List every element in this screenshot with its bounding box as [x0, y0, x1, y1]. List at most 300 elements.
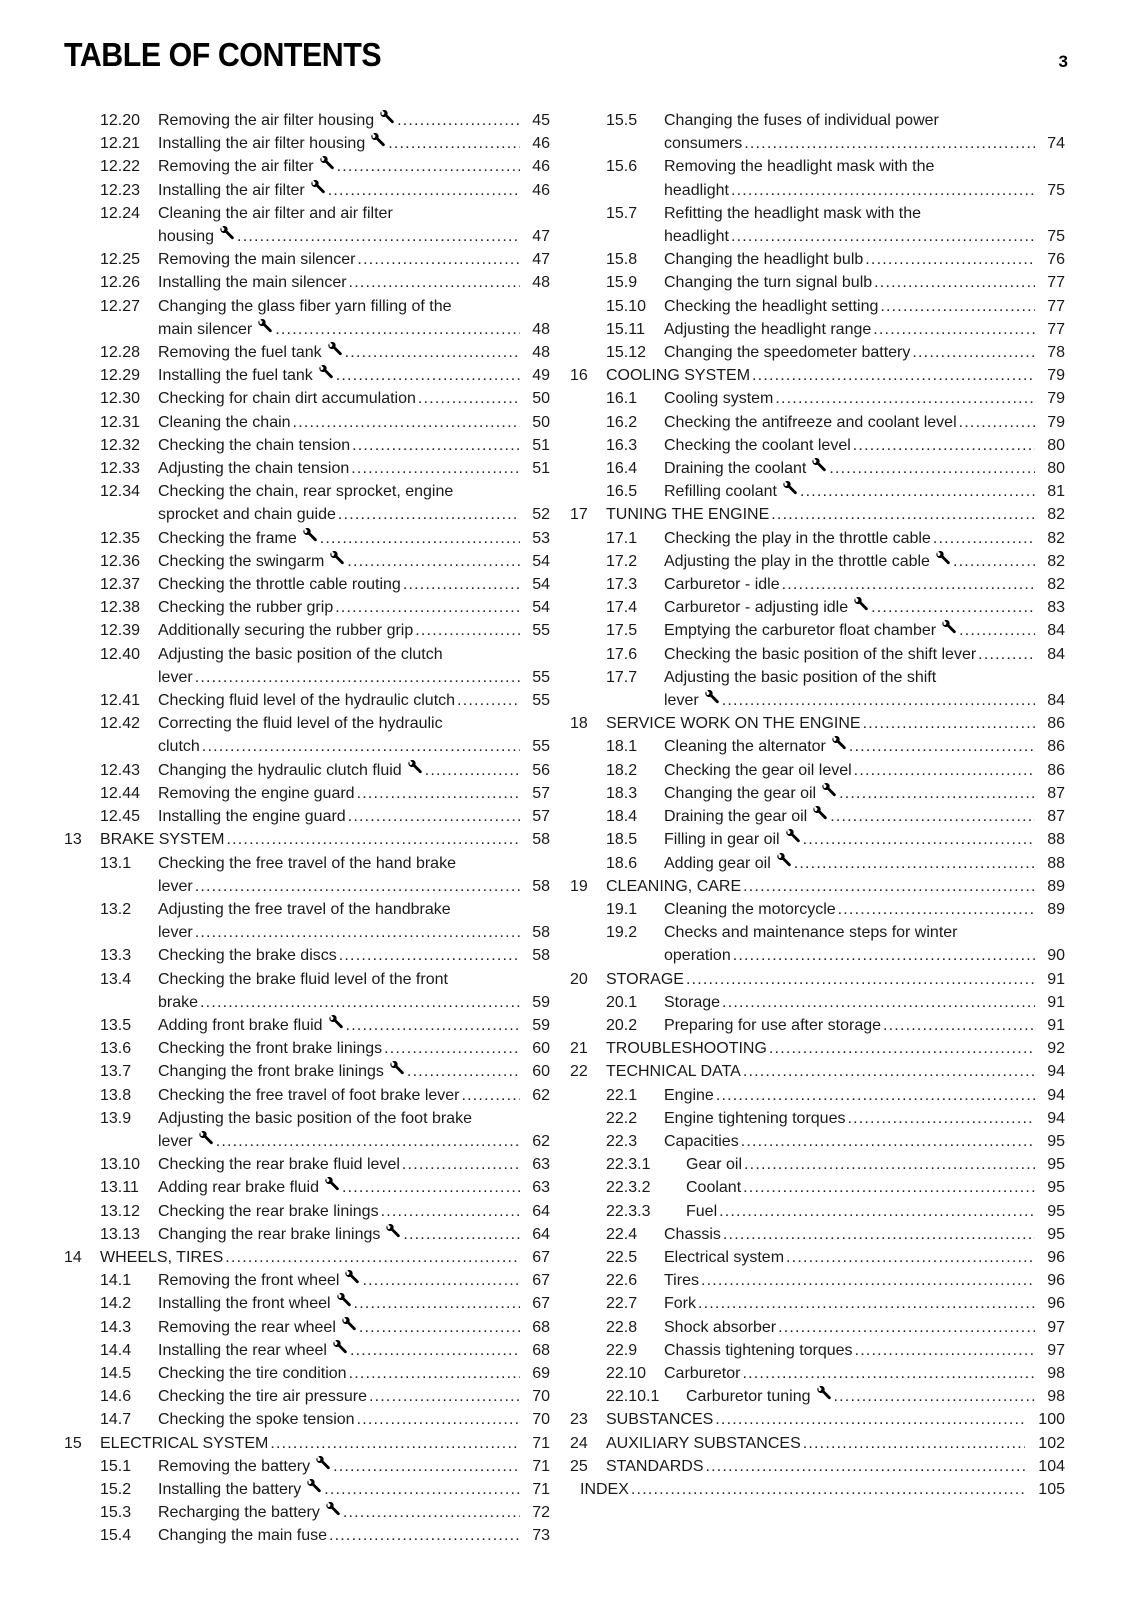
toc-entry[interactable]	[580, 1176, 1065, 1199]
page-ref[interactable]: 51	[532, 460, 550, 478]
toc-entry[interactable]	[580, 759, 1065, 782]
page-ref[interactable]: 71	[532, 1434, 550, 1452]
dot-leader	[743, 1176, 1035, 1199]
dot-leader	[863, 712, 1035, 735]
dot-leader	[743, 875, 1035, 898]
toc-entry[interactable]	[64, 1455, 550, 1478]
toc-entry[interactable]	[64, 341, 550, 364]
toc-entry[interactable]	[64, 619, 550, 642]
toc-entry[interactable]	[64, 527, 550, 550]
section-title: clutch	[158, 738, 200, 756]
dot-leader	[403, 1223, 520, 1246]
toc-entry[interactable]	[580, 991, 1065, 1014]
wrench-icon	[198, 1131, 214, 1146]
page-ref[interactable]: 70	[532, 1411, 550, 1429]
page-ref[interactable]: 67	[532, 1272, 550, 1290]
page-ref[interactable]: 68	[532, 1341, 550, 1359]
dot-leader	[351, 457, 520, 480]
page-ref[interactable]: 58	[532, 924, 550, 942]
page-ref[interactable]: 96	[1047, 1295, 1065, 1313]
section-title: Fork	[664, 1295, 696, 1313]
section-number: 16.1	[606, 390, 638, 408]
page-ref[interactable]: 96	[1047, 1248, 1065, 1266]
page-ref[interactable]: 54	[532, 576, 550, 594]
dot-leader	[839, 782, 1035, 805]
page-ref[interactable]: 59	[532, 993, 550, 1011]
page-ref[interactable]: 77	[1047, 297, 1065, 315]
page-ref[interactable]: 59	[532, 1016, 550, 1034]
section-number: 14.7	[100, 1411, 132, 1429]
toc-chapter-entry[interactable]	[570, 503, 1065, 526]
toc-entry[interactable]	[580, 1084, 1065, 1107]
section-title: Adding gear oil	[664, 854, 771, 872]
toc-entry[interactable]	[64, 1408, 550, 1431]
page-ref[interactable]: 52	[532, 506, 550, 524]
page-ref[interactable]: 67	[532, 1248, 550, 1266]
page-ref[interactable]: 100	[1038, 1411, 1065, 1429]
toc-chapter-entry[interactable]	[64, 828, 550, 851]
toc-entry[interactable]	[64, 1362, 550, 1385]
toc-entry[interactable]	[580, 550, 1065, 573]
page-ref[interactable]: 53	[532, 529, 550, 547]
wrench-icon	[385, 1224, 401, 1239]
toc-entry[interactable]	[580, 1339, 1065, 1362]
toc-entry[interactable]	[64, 1339, 550, 1362]
toc-entry[interactable]	[580, 411, 1065, 434]
dot-leader	[871, 596, 1035, 619]
section-title: Checking the rubber grip	[158, 599, 334, 617]
section-number: 22.2	[606, 1109, 638, 1127]
toc-entry[interactable]	[64, 1037, 550, 1060]
page-ref[interactable]: 82	[1047, 506, 1065, 524]
section-title: Removing the engine guard	[158, 784, 355, 802]
page-ref[interactable]: 55	[532, 668, 550, 686]
page-ref[interactable]: 95	[1047, 1156, 1065, 1174]
page-ref[interactable]: 79	[1047, 390, 1065, 408]
page-ref[interactable]: 76	[1047, 251, 1065, 269]
section-title: Removing the fuel tank	[158, 344, 322, 362]
page-ref[interactable]: 87	[1047, 784, 1065, 802]
dot-leader	[953, 550, 1035, 573]
section-number: 22.10	[606, 1364, 647, 1382]
page-ref[interactable]: 60	[532, 1063, 550, 1081]
toc-entry[interactable]	[64, 643, 550, 689]
toc-entry[interactable]	[580, 666, 1065, 712]
page-ref[interactable]: 55	[532, 692, 550, 710]
toc-entry[interactable]	[580, 735, 1065, 758]
page-ref[interactable]: 84	[1047, 622, 1065, 640]
toc-chapter-entry[interactable]	[570, 1408, 1065, 1431]
page-ref[interactable]: 97	[1047, 1341, 1065, 1359]
section-number: 15.11	[606, 320, 645, 338]
toc-entry[interactable]	[580, 1269, 1065, 1292]
section-title: Checking the frame	[158, 529, 297, 547]
page-ref[interactable]: 50	[532, 390, 550, 408]
section-number: 17.2	[606, 552, 638, 570]
page-ref[interactable]: 84	[1047, 645, 1065, 663]
page-ref[interactable]: 58	[532, 831, 550, 849]
toc-entry[interactable]	[580, 1292, 1065, 1315]
dot-leader	[775, 387, 1035, 410]
dot-leader	[769, 1037, 1035, 1060]
section-number: 18	[570, 715, 588, 733]
page-ref[interactable]: 94	[1047, 1063, 1065, 1081]
toc-entry[interactable]	[580, 1200, 1065, 1223]
page-ref[interactable]: 69	[532, 1364, 550, 1382]
page-ref[interactable]: 77	[1047, 274, 1065, 292]
toc-entry[interactable]	[64, 202, 550, 248]
toc-entry[interactable]	[580, 921, 1065, 967]
toc-entry[interactable]	[580, 248, 1065, 271]
toc-entry[interactable]	[64, 434, 550, 457]
page-ref[interactable]: 49	[532, 367, 550, 385]
toc-entry[interactable]	[580, 898, 1065, 921]
page-ref[interactable]: 75	[1047, 181, 1065, 199]
section-title: Checking the chain tension	[158, 436, 351, 454]
page-ref[interactable]: 56	[532, 761, 550, 779]
page-ref[interactable]: 90	[1047, 947, 1065, 965]
page-ref[interactable]: 79	[1047, 413, 1065, 431]
toc-entry[interactable]	[64, 968, 550, 1014]
toc-entry[interactable]	[580, 341, 1065, 364]
page-ref[interactable]: 60	[532, 1040, 550, 1058]
toc-entry[interactable]	[580, 155, 1065, 201]
page-ref[interactable]: 75	[1047, 228, 1065, 246]
toc-entry[interactable]	[64, 1084, 550, 1107]
page-ref[interactable]: 45	[532, 112, 550, 129]
section-title: Adjusting the basic position of the clutch	[158, 645, 443, 663]
toc-entry[interactable]	[580, 457, 1065, 480]
page-ref[interactable]: 104	[1038, 1457, 1065, 1475]
section-title: Adjusting the headlight range	[664, 320, 872, 338]
dot-leader	[270, 1432, 520, 1455]
toc-chapter-entry[interactable]	[570, 712, 1065, 735]
toc-entry[interactable]	[64, 480, 550, 526]
page-ref[interactable]: 89	[1047, 877, 1065, 895]
toc-entry[interactable]	[580, 1153, 1065, 1176]
page-ref[interactable]: 102	[1038, 1434, 1065, 1452]
page-ref[interactable]: 58	[532, 877, 550, 895]
toc-entry[interactable]	[64, 271, 550, 294]
page-ref[interactable]: 96	[1047, 1272, 1065, 1290]
section-title: Installing the main silencer	[158, 274, 347, 292]
page-ref[interactable]: 71	[532, 1457, 550, 1475]
section-number: 12.24	[100, 204, 141, 222]
dot-leader	[342, 1176, 520, 1199]
section-title: Adjusting the free travel of the handbrake	[158, 900, 451, 918]
page-ref[interactable]: 98	[1047, 1364, 1065, 1382]
page-ref[interactable]: 78	[1047, 344, 1065, 362]
page-ref[interactable]: 71	[532, 1480, 550, 1498]
toc-entry[interactable]	[580, 782, 1065, 805]
toc-entry[interactable]	[580, 1014, 1065, 1037]
toc-entry[interactable]	[64, 759, 550, 782]
page-ref[interactable]: 64	[532, 1225, 550, 1243]
toc-entry[interactable]	[64, 1269, 550, 1292]
page-ref[interactable]: 77	[1047, 320, 1065, 338]
dot-leader	[388, 132, 520, 155]
page-ref[interactable]: 73	[532, 1527, 550, 1545]
toc-entry[interactable]	[580, 295, 1065, 318]
page-ref[interactable]: 95	[1047, 1225, 1065, 1243]
section-title: Adjusting the chain tension	[158, 460, 350, 478]
toc-entry[interactable]	[64, 109, 550, 132]
toc-chapter-entry[interactable]	[570, 1060, 1065, 1083]
section-title: Checking the free travel of foot brake lever	[158, 1086, 460, 1104]
toc-entry[interactable]	[64, 1385, 550, 1408]
page-ref[interactable]: 88	[1047, 831, 1065, 849]
section-number: 19.2	[606, 924, 638, 942]
toc-chapter-entry[interactable]	[570, 875, 1065, 898]
toc-entry[interactable]	[64, 1524, 550, 1547]
dot-leader	[350, 1339, 520, 1362]
page-ref[interactable]: 55	[532, 622, 550, 640]
page-ref[interactable]: 82	[1047, 529, 1065, 547]
page-ref[interactable]: 87	[1047, 808, 1065, 826]
section-number: 13.11	[100, 1179, 139, 1197]
toc-chapter-entry[interactable]	[570, 364, 1065, 387]
toc-entry[interactable]	[580, 527, 1065, 550]
section-title: Checking fluid level of the hydraulic clutch	[158, 692, 456, 710]
section-title: Changing the front brake linings	[158, 1063, 384, 1081]
page-ref[interactable]: 80	[1047, 436, 1065, 454]
dot-leader	[407, 1060, 520, 1083]
section-number: 14.4	[100, 1341, 132, 1359]
section-title: Filling in gear oil	[664, 831, 780, 849]
page-ref[interactable]: 94	[1047, 1086, 1065, 1104]
page-ref[interactable]: 86	[1047, 738, 1065, 756]
page-ref[interactable]: 81	[1047, 483, 1065, 501]
page-ref[interactable]: 57	[532, 784, 550, 802]
page-ref[interactable]: 80	[1047, 460, 1065, 478]
toc-entry[interactable]	[580, 619, 1065, 642]
dot-leader	[202, 735, 520, 758]
toc-entry[interactable]	[580, 387, 1065, 410]
toc-entry[interactable]	[580, 1107, 1065, 1130]
toc-entry[interactable]	[580, 202, 1065, 248]
page-ref[interactable]: 98	[1047, 1388, 1065, 1406]
toc-chapter-entry[interactable]	[570, 1432, 1065, 1455]
page-ref[interactable]: 50	[532, 413, 550, 431]
dot-leader	[359, 1316, 520, 1339]
wrench-icon	[935, 551, 951, 566]
page-ref[interactable]: 95	[1047, 1179, 1065, 1197]
toc-entry[interactable]	[580, 828, 1065, 851]
dot-leader	[830, 805, 1035, 828]
toc-entry[interactable]	[64, 805, 550, 828]
toc-entry[interactable]	[580, 1246, 1065, 1269]
page-ref[interactable]: 46	[532, 135, 550, 153]
page-ref[interactable]: 83	[1047, 599, 1065, 617]
toc-entry[interactable]	[64, 1176, 550, 1199]
page-ref[interactable]: 58	[532, 947, 550, 965]
toc-entry[interactable]	[64, 248, 550, 271]
page-ref[interactable]: 95	[1047, 1132, 1065, 1150]
page-ref[interactable]: 64	[532, 1202, 550, 1220]
toc-entry[interactable]	[64, 1316, 550, 1339]
toc-entry[interactable]	[64, 596, 550, 619]
page-ref[interactable]: 86	[1047, 715, 1065, 733]
section-number: 20	[570, 970, 588, 988]
toc-entry[interactable]	[64, 1107, 550, 1153]
wrench-icon	[407, 760, 423, 775]
dot-leader	[338, 503, 520, 526]
page-ref[interactable]: 63	[532, 1156, 550, 1174]
toc-entry[interactable]	[580, 643, 1065, 666]
wrench-icon	[306, 1479, 322, 1494]
toc-entry[interactable]	[64, 295, 550, 341]
page-ref[interactable]: 88	[1047, 854, 1065, 872]
toc-entry[interactable]	[64, 457, 550, 480]
dot-leader	[834, 1385, 1035, 1408]
page-ref[interactable]: 47	[532, 228, 550, 246]
page-ref[interactable]: 57	[532, 808, 550, 826]
page-ref[interactable]: 62	[532, 1086, 550, 1104]
page-ref[interactable]: 84	[1047, 692, 1065, 710]
page-ref[interactable]: 92	[1047, 1040, 1065, 1058]
section-title: consumers	[664, 135, 743, 153]
toc-entry[interactable]	[64, 1223, 550, 1246]
section-title: Checking for chain dirt accumulation	[158, 390, 416, 408]
page-ref[interactable]: 68	[532, 1318, 550, 1336]
page-ref[interactable]: 91	[1047, 970, 1065, 988]
page-ref[interactable]: 89	[1047, 900, 1065, 918]
toc-entry[interactable]	[580, 596, 1065, 619]
page-ref[interactable]: 46	[532, 158, 550, 176]
page-ref[interactable]: 54	[532, 552, 550, 570]
toc-entry[interactable]	[64, 411, 550, 434]
page-ref[interactable]: 46	[532, 181, 550, 199]
page-ref[interactable]: 48	[532, 344, 550, 362]
page-ref[interactable]: 95	[1047, 1202, 1065, 1220]
page-ref[interactable]: 63	[532, 1179, 550, 1197]
dot-leader	[339, 944, 520, 967]
page-ref[interactable]: 70	[532, 1388, 550, 1406]
page-ref[interactable]: 94	[1047, 1109, 1065, 1127]
toc-entry[interactable]	[64, 1478, 550, 1501]
page-ref[interactable]: 82	[1047, 576, 1065, 594]
toc-entry[interactable]	[64, 689, 550, 712]
toc-entry[interactable]	[64, 179, 550, 202]
toc-entry[interactable]	[580, 573, 1065, 596]
page-ref[interactable]: 82	[1047, 552, 1065, 570]
toc-entry[interactable]	[64, 1501, 550, 1524]
dot-leader	[328, 179, 520, 202]
dot-leader	[275, 318, 520, 341]
toc-entry[interactable]	[64, 782, 550, 805]
toc-chapter-entry[interactable]	[64, 1246, 550, 1269]
toc-entry[interactable]	[64, 712, 550, 758]
toc-entry[interactable]	[580, 318, 1065, 341]
toc-chapter-entry[interactable]	[570, 1037, 1065, 1060]
section-number: 12.38	[100, 599, 141, 617]
section-title: Adjusting the play in the throttle cable	[664, 552, 930, 570]
page-ref[interactable]: 97	[1047, 1318, 1065, 1336]
page-ref[interactable]: 74	[1047, 135, 1065, 153]
page-ref[interactable]: 72	[532, 1504, 550, 1522]
toc-entry[interactable]	[64, 1292, 550, 1315]
wrench-icon	[370, 133, 386, 148]
toc-entry[interactable]	[64, 944, 550, 967]
toc-entry[interactable]	[580, 1130, 1065, 1153]
toc-entry[interactable]	[64, 852, 550, 898]
page-ref[interactable]: 48	[532, 320, 550, 338]
page-ref[interactable]: 55	[532, 738, 550, 756]
toc-entry[interactable]	[580, 271, 1065, 294]
page-ref[interactable]: 62	[532, 1132, 550, 1150]
page-ref[interactable]: 91	[1047, 993, 1065, 1011]
toc-entry[interactable]	[580, 1223, 1065, 1246]
page-ref[interactable]: 47	[532, 251, 550, 269]
section-number: 22.5	[606, 1248, 638, 1266]
toc-entry[interactable]	[580, 1316, 1065, 1339]
section-number: 15.8	[606, 251, 638, 269]
page-ref[interactable]: 105	[1038, 1480, 1065, 1498]
toc-entry[interactable]	[64, 364, 550, 387]
toc-entry[interactable]	[580, 109, 1065, 155]
page-ref[interactable]: 51	[532, 436, 550, 454]
dot-leader	[320, 527, 520, 550]
section-title: Changing the hydraulic clutch fluid	[158, 761, 402, 779]
toc-entry[interactable]	[64, 1060, 550, 1083]
page-ref[interactable]: 91	[1047, 1016, 1065, 1034]
toc-entry[interactable]	[64, 132, 550, 155]
toc-entry[interactable]	[580, 480, 1065, 503]
section-number: 15.9	[606, 274, 638, 292]
page-ref[interactable]: 48	[532, 274, 550, 292]
toc-entry[interactable]	[580, 434, 1065, 457]
toc-chapter-entry[interactable]	[570, 968, 1065, 991]
page-ref[interactable]: 79	[1047, 367, 1065, 385]
section-number: 12.32	[100, 436, 141, 454]
toc-chapter-entry[interactable]	[570, 1455, 1065, 1478]
toc-entry[interactable]	[64, 1014, 550, 1037]
dot-leader	[778, 1316, 1035, 1339]
dot-leader	[381, 1200, 520, 1223]
section-number: 14.3	[100, 1318, 132, 1336]
dot-leader	[803, 1432, 1025, 1455]
toc-entry[interactable]	[580, 852, 1065, 875]
toc-chapter-entry[interactable]	[64, 1432, 550, 1455]
dot-leader	[349, 1362, 520, 1385]
section-title: Checking the front brake linings	[158, 1040, 383, 1058]
toc-entry[interactable]	[64, 573, 550, 596]
toc-entry[interactable]	[64, 387, 550, 410]
section-title: Installing the front wheel	[158, 1295, 331, 1313]
dot-leader	[883, 1014, 1035, 1037]
toc-entry[interactable]	[64, 1200, 550, 1223]
dot-leader	[701, 1269, 1035, 1292]
dot-leader	[226, 828, 520, 851]
section-number: 20.1	[606, 993, 638, 1011]
toc-entry[interactable]	[64, 898, 550, 944]
toc-chapter-entry[interactable]	[580, 1478, 1065, 1501]
dot-leader	[741, 1130, 1035, 1153]
toc-entry[interactable]	[580, 1385, 1065, 1408]
dot-leader	[744, 1153, 1035, 1176]
toc-entry[interactable]	[580, 1362, 1065, 1385]
section-title: Draining the gear oil	[664, 808, 808, 826]
page-ref[interactable]: 67	[532, 1295, 550, 1313]
toc-entry[interactable]	[64, 1153, 550, 1176]
page-ref[interactable]: 54	[532, 599, 550, 617]
dot-leader	[631, 1478, 1025, 1501]
toc-entry[interactable]	[64, 550, 550, 573]
toc-entry[interactable]	[64, 155, 550, 178]
toc-entry[interactable]	[580, 805, 1065, 828]
page-ref[interactable]: 86	[1047, 761, 1065, 779]
section-title: Checks and maintenance steps for winter	[664, 924, 958, 942]
